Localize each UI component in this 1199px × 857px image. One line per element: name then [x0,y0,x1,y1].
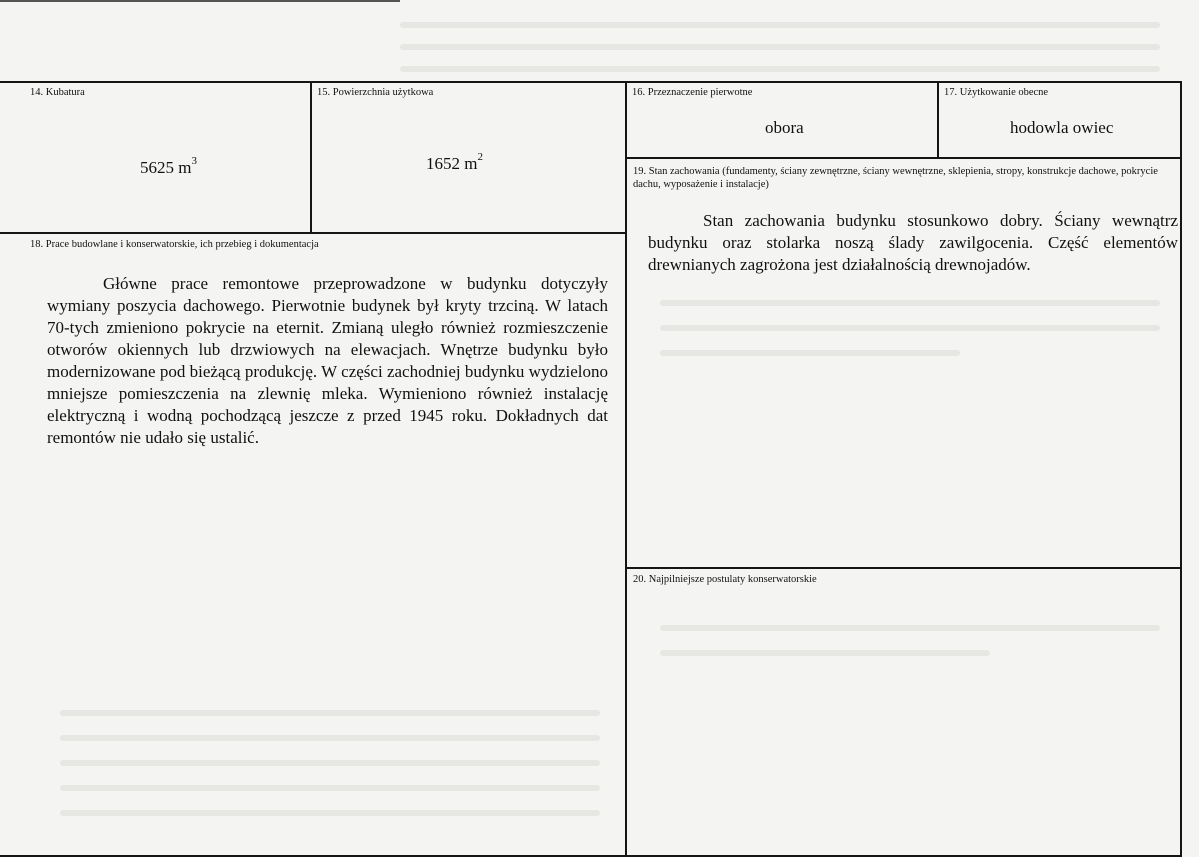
table-top-border [0,81,1182,83]
kubatura-value [140,155,197,178]
bleed-through-mark [400,44,1160,50]
table-right-border [1180,81,1182,857]
kubatura-label: 14. Kubatura [30,87,85,98]
bleed-through-mark [60,785,600,791]
bleed-through-mark [660,350,960,356]
bleed-through-mark [400,66,1160,72]
przeznaczenie-value: obora [765,118,804,137]
divider-16-17 [937,81,939,158]
bleed-through-mark [660,300,1160,306]
divider-left-right [625,81,627,857]
kubatura-unit-exponent: 3 [191,155,197,167]
bleed-through-mark [660,325,1160,331]
bleed-through-mark [660,650,990,656]
stan-zachowania-label: 19. Stan zachowania (fundamenty, ściany zewnętrzne, ściany wewnętrzne, sklepienia, stropy, konstrukcje dachowe, pokrycie dachu, wyposażenie i instalacje) [633,166,1158,190]
divider-14-15 [310,81,312,233]
uzytkowanie-label: 17. Użytkowanie obecne [944,87,1049,98]
bleed-through-mark [60,735,600,741]
prace-budowlane-text: Główne prace remontowe przeprowadzone w budynku dotyczyły wymiany poszycia dachowego. Pierwotnie budynek był kryty trzciną. W latach 70-tych zmieniono pokrycie na eternit. Zmianą uległo również rozmieszczenie otworów okiennych lub drzwiowych na elewacjach. Wnętrze budynku było modernizowane pod bieżącą produkcję. W części zachodniej budynku wydzielono mniejsze pomieszczenia na zlewnię mleka. Wymieniono również instalację elektryczną i wodną pochodzącą jeszcze z przed 1945 roku. Dokładnych dat remontów nie udało się ustalić. [47,274,608,447]
powierzchnia-value [426,151,483,174]
powierzchnia-unit-exponent: 2 [477,151,483,163]
bleed-through-mark [660,625,1160,631]
divider-row-19 [625,157,1182,159]
kubatura-number: 5625 m [140,158,192,177]
postulaty-label: 20. Najpilniejsze postulaty konserwatorskie [633,574,817,585]
bleed-through-mark [60,760,600,766]
powierzchnia-number: 1652 m [426,154,478,173]
powierzchnia-label: 15. Powierzchnia użytkowa [317,87,434,98]
divider-row-18 [0,232,627,234]
top-edge-line [0,0,400,2]
stan-zachowania-text: Stan zachowania budynku stosunkowo dobry. Ściany wewnątrz budynku oraz stolarka noszą ślady zawilgocenia. Część elementów drewnianych zagrożona jest działalnością drewnojadów. [648,211,1178,274]
uzytkowanie-value: hodowla owiec [1010,118,1114,137]
bleed-through-mark [400,22,1160,28]
przeznaczenie-label: 16. Przeznaczenie pierwotne [632,87,753,98]
bleed-through-mark [60,710,600,716]
divider-row-20 [625,567,1182,569]
bleed-through-mark [60,810,600,816]
prace-budowlane-label: 18. Prace budowlane i konserwatorskie, ich przebieg i dokumentacja [30,239,319,250]
